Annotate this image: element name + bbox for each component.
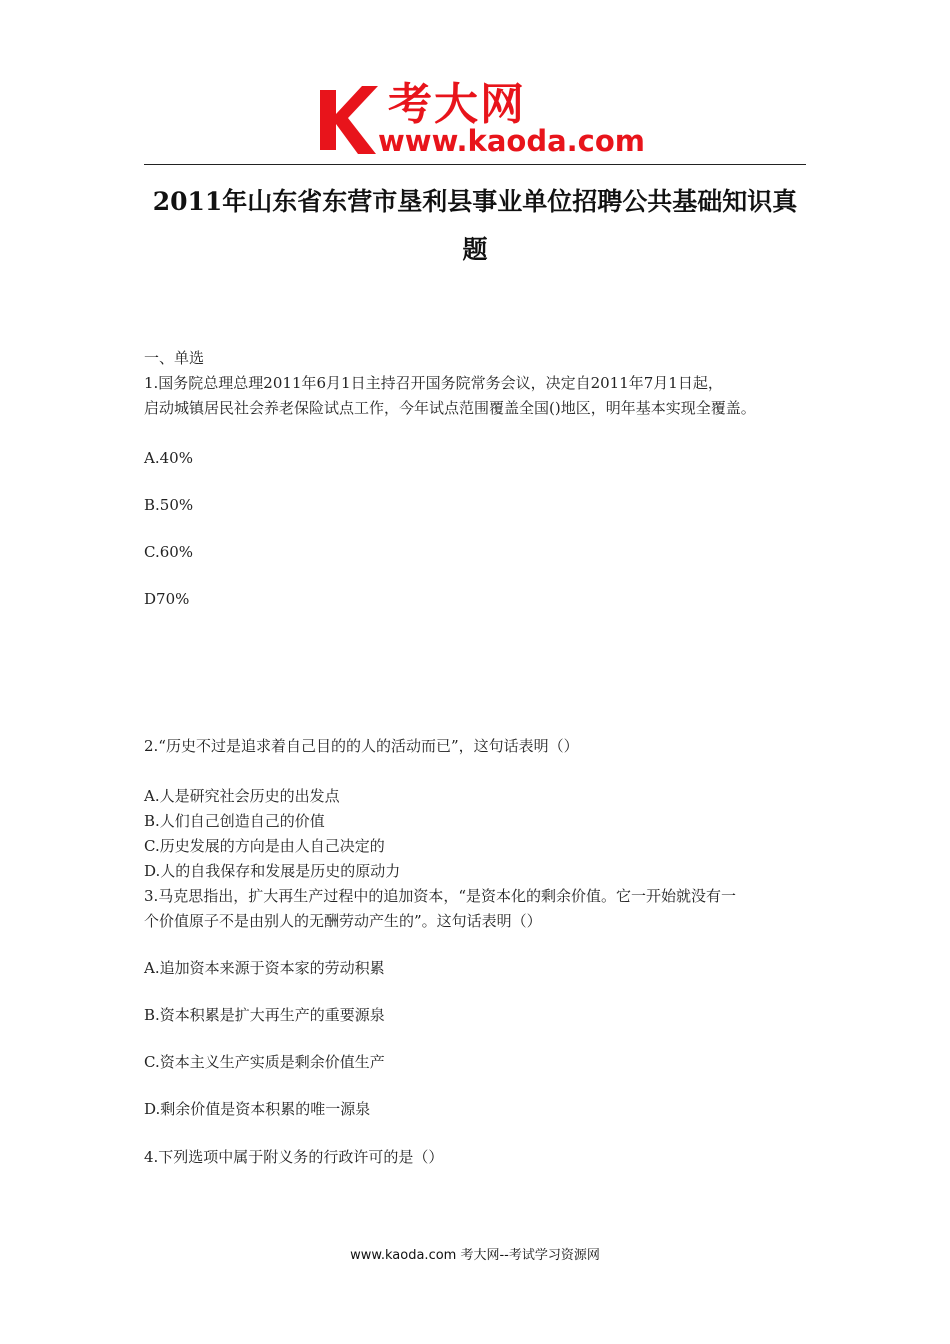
q1-option-a: A.40% (144, 449, 193, 467)
q3-option-d: D.剩余价值是资本积累的唯一源泉 (144, 1100, 371, 1118)
document-title (144, 178, 806, 274)
q3-option-a: A.追加资本来源于资本家的劳动积累 (144, 959, 385, 977)
q2-option-a: A.人是研究社会历史的出发点 (144, 787, 340, 805)
q1-option-d: D70% (144, 590, 190, 608)
question-1-line-1: 1.国务院总理总理2011年6月1日主持召开国务院常务会议，决定自2011年7月1日起， (144, 374, 723, 392)
question-1-line-2: 启动城镇居民社会养老保险试点工作，今年试点范围覆盖全国()地区，明年基本实现全覆盖。 (144, 399, 756, 417)
kaoda-logo (318, 79, 645, 160)
question-4: 4.下列选项中属于附义务的行政许可的是（） (144, 1148, 444, 1166)
q2-option-d: D.人的自我保存和发展是历史的原动力 (144, 862, 401, 880)
q2-option-b: B.人们自己创造自己的价值 (144, 812, 325, 830)
logo-chinese-name: 考大网 (388, 79, 526, 130)
question-2: 2.“历史不过是追求着自己目的的人的活动而已”，这句话表明（） (144, 737, 579, 755)
title-line-1: 2011年山东省东营市垦利县事业单位招聘公共基础知识真 (152, 187, 798, 216)
q3-option-c: C.资本主义生产实质是剩余价值生产 (144, 1053, 385, 1071)
q2-option-c: C.历史发展的方向是由人自己决定的 (144, 837, 385, 855)
q1-option-c: C.60% (144, 543, 194, 561)
logo-url: www.kaoda.com (378, 124, 645, 158)
header-divider (144, 164, 806, 165)
title-line-2: 题 (462, 235, 488, 264)
q3-option-b: B.资本积累是扩大再生产的重要源泉 (144, 1006, 385, 1024)
k-logo-icon (318, 84, 380, 156)
question-3-line-2: 个价值原子不是由别人的无酬劳动产生的”。这句话表明（） (144, 912, 542, 930)
page-footer: www.kaoda.com 考大网--考试学习资源网 (350, 1248, 600, 1263)
q1-option-b: B.50% (144, 496, 194, 514)
question-3-line-1: 3.马克思指出，扩大再生产过程中的追加资本，“是资本化的剩余价值。它一开始就没有一 (144, 887, 736, 905)
section-heading: 一、单选 (144, 349, 205, 367)
